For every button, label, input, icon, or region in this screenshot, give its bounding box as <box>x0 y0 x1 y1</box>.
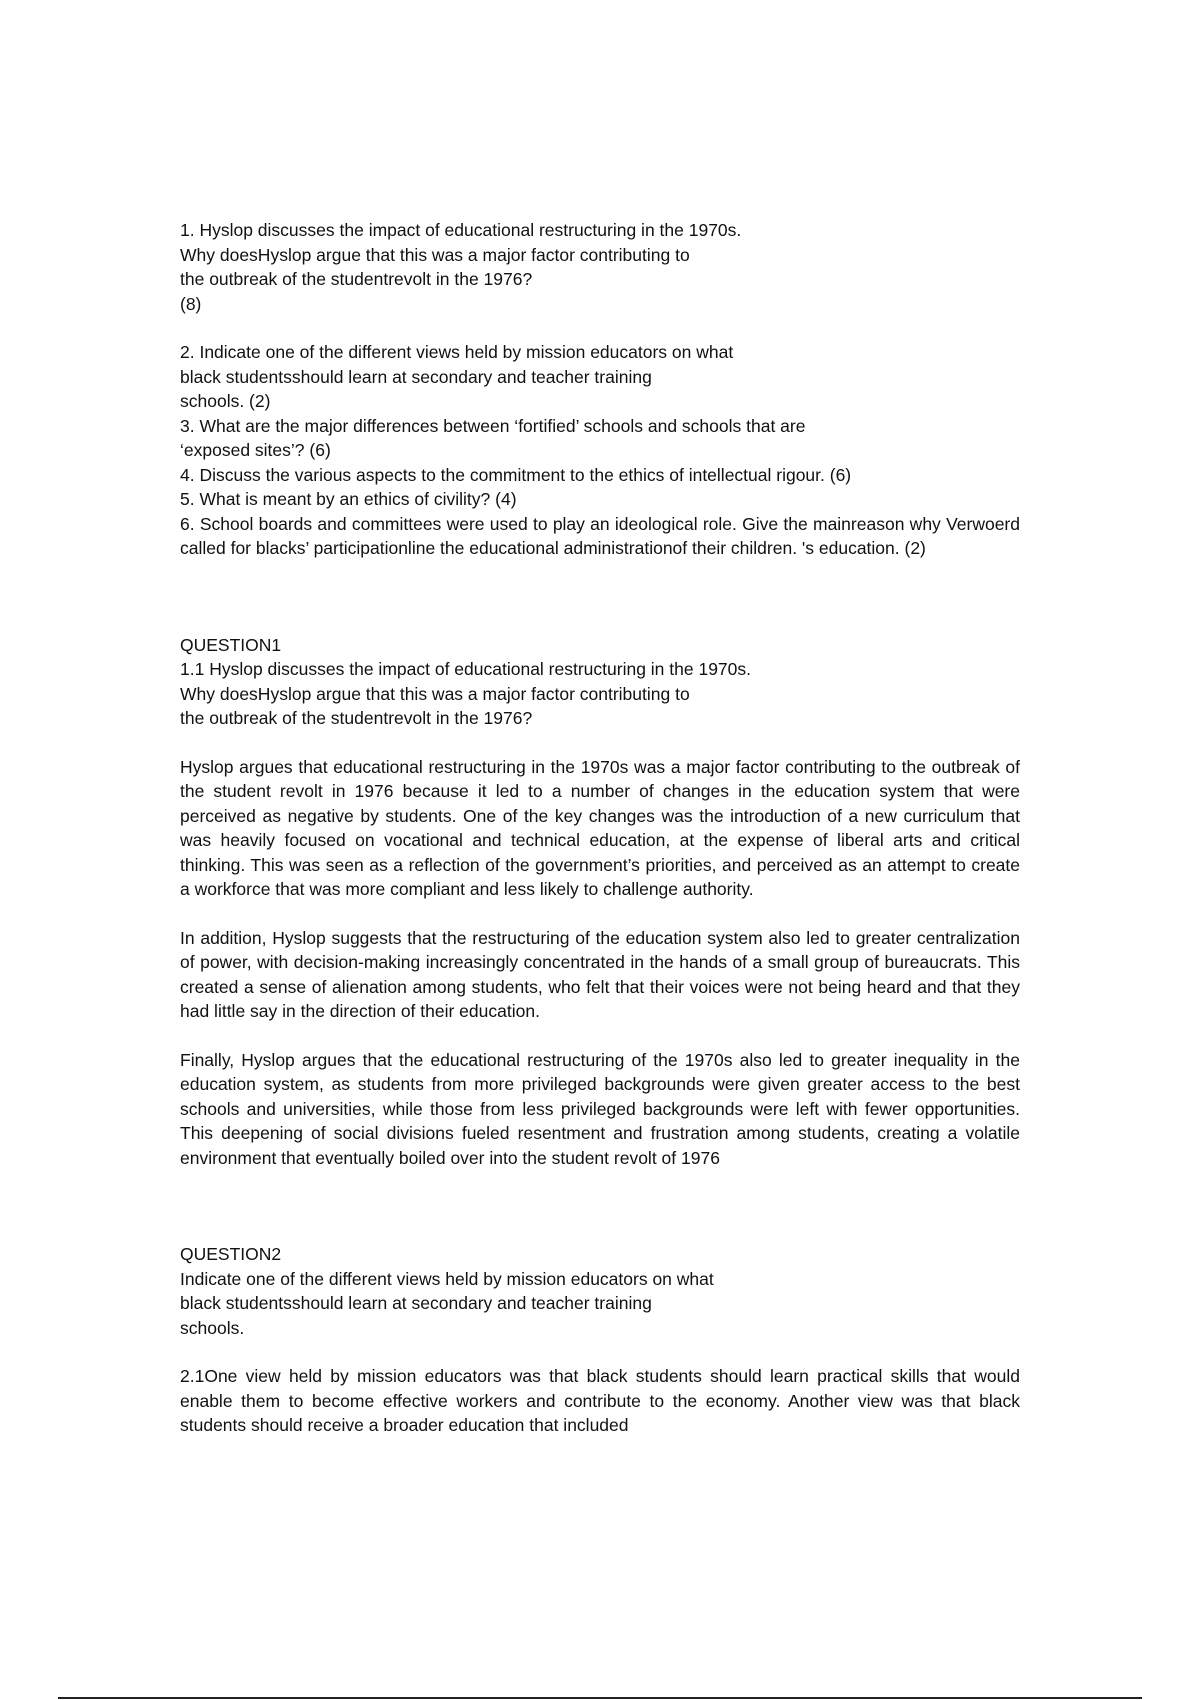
question2-prompt-line: schools. <box>180 1317 245 1338</box>
question2-answer-paragraph: 2.1One view held by mission educators was that black students should learn practical skills that would enable them to become effective workers and contribute to the economy. Another view was that black students should receive a broader education that included <box>180 1366 1020 1435</box>
text-line: 3. What are the major differences between ‘fortified’ schools and schools that are <box>180 415 806 436</box>
question1-prompt-line: 1.1 Hyslop discusses the impact of educational restructuring in the 1970s. <box>180 659 752 679</box>
text-line: (8) <box>180 293 202 314</box>
text-line: 1. Hyslop discusses the impact of educational restructuring in the 1970s. <box>180 220 742 240</box>
question1-prompt-line: the outbreak of the studentrevolt in the 1976? <box>180 708 533 728</box>
question2-heading: QUESTION2 <box>180 1244 282 1264</box>
question2-section <box>180 1242 1020 1438</box>
text-line: black studentsshould learn at secondary and teacher training <box>180 366 652 387</box>
question2-prompt-line: black studentsshould learn at secondary and teacher training <box>180 1293 652 1313</box>
question1-answer-paragraph: In addition, Hyslop suggests that the restructuring of the education system also led to greater centralization of power, with decision-making increasingly concentrated in the hands of a small group of bureaucrats. This created a sense of alienation among students, who felt that their voices were not being heard and that they had little say in the direction of their education. <box>180 927 1020 1021</box>
question-list-item-1 <box>180 218 1020 316</box>
question-list-item-2 <box>180 340 1020 414</box>
text-line: Why doesHyslop argue that this was a major factor contributing to <box>180 244 690 265</box>
footer-divider <box>58 1697 1142 1699</box>
text-line: 2. Indicate one of the different views held by mission educators on what <box>180 342 734 362</box>
question1-answer-paragraph: Finally, Hyslop argues that the educational restructuring of the 1970s also led to greater inequality in the education system, as students from more privileged backgrounds were given greater access to the best schools and universities, while those from less privileged backgrounds were left with fewer opportunities. This deepening of social divisions fueled resentment and frustration among students, creating a volatile environment that eventually boiled over into the student revolt of 1976 <box>180 1049 1020 1168</box>
question1-section <box>180 633 1020 1171</box>
question2-prompt-line: Indicate one of the different views held by mission educators on what <box>180 1268 714 1289</box>
question-list-item-5: 5. What is meant by an ethics of civility? (4) <box>180 489 517 509</box>
document-page <box>180 218 1020 1438</box>
question1-answer-paragraph: Hyslop argues that educational restructuring in the 1970s was a major factor contributing to the outbreak of the student revolt in 1976 because it led to a number of changes in the education system that were perceived as negative by students. One of the key changes was the introduction of a new curriculum that was heavily focused on vocational and technical education, at the expense of liberal arts and critical thinking. This was seen as a reflection of the government’s priorities, and perceived as an attempt to create a workforce that was more compliant and less likely to challenge authority. <box>180 756 1020 899</box>
question1-heading: QUESTION1 <box>180 634 282 655</box>
question-list-item-4: 4. Discuss the various aspects to the commitment to the ethics of intellectual rigour. (6) <box>180 464 852 485</box>
text-line: the outbreak of the studentrevolt in the 1976? <box>180 269 533 289</box>
text-line: schools. (2) <box>180 391 271 411</box>
text-line: ‘exposed sites’? (6) <box>180 440 331 460</box>
question1-prompt-line: Why doesHyslop argue that this was a major factor contributing to <box>180 683 690 704</box>
question-list-item-3 <box>180 414 1020 463</box>
question-list-item-6: 6. School boards and committees were used to play an ideological role. Give the mainreason why Verwoerd called for blacks’ participationline the educational administrationof their children. 's education. (2) <box>180 513 1020 558</box>
